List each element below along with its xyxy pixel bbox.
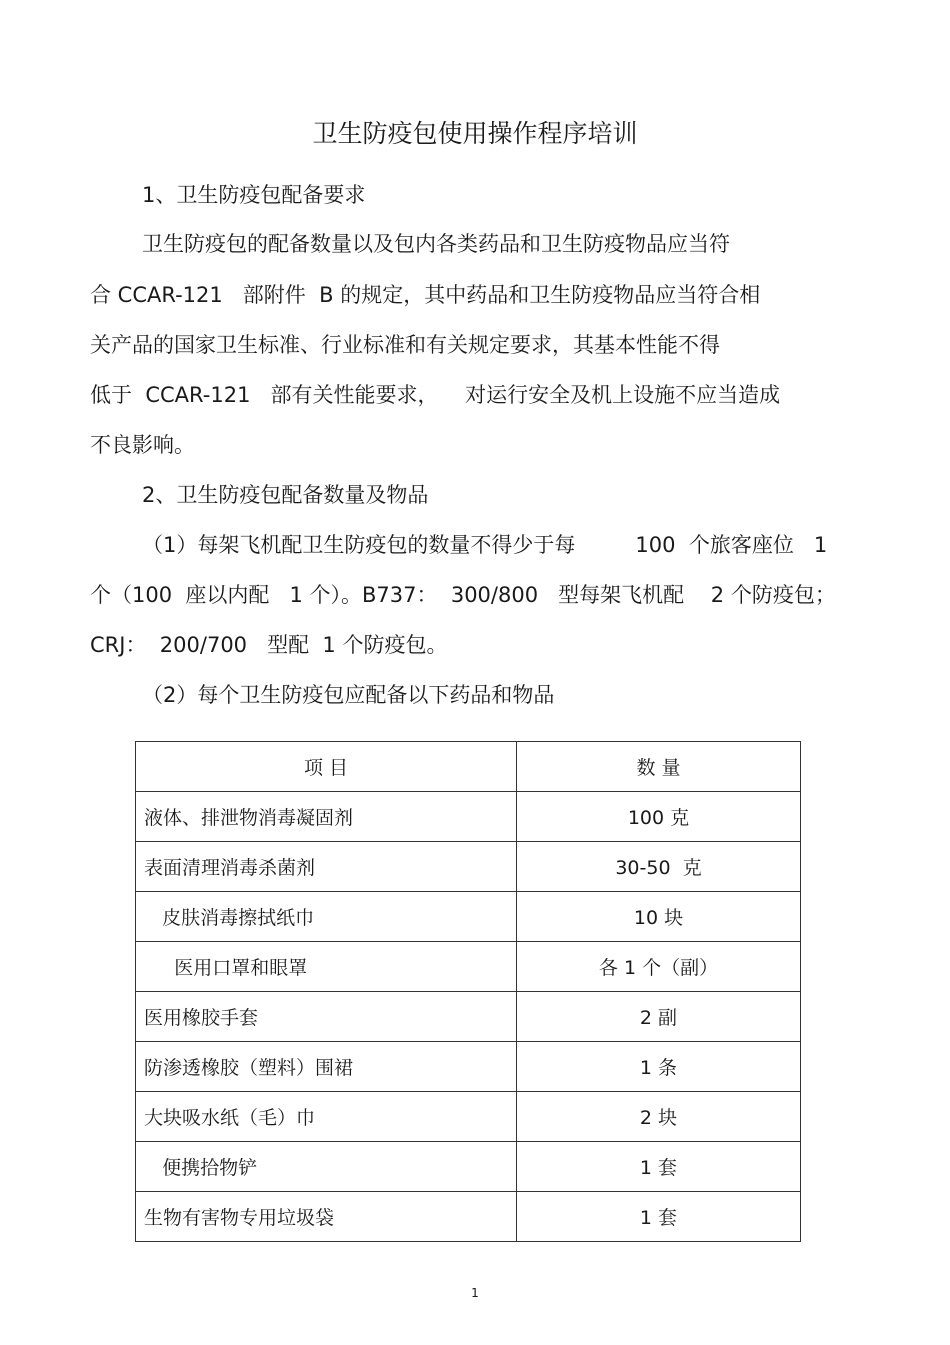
table-row [136,1142,801,1192]
row-quantity: 2 副 [517,992,801,1042]
header-quantity: 数 量 [517,742,801,792]
row-item: 液体、排泄物消毒凝固剂 [136,792,517,842]
row-item: 大块吸水纸（毛）巾 [136,1092,517,1142]
paragraph-2-line-2: 个（100 座以内配 1 个）。B737： 300/800 型每架飞机配 2 个防疫包； [90,583,836,607]
row-quantity: 1 条 [517,1042,801,1092]
paragraph-1-line-2: 合 CCAR-121 部附件 B 的规定，其中药品和卫生防疫物品应当符合相 [90,283,761,307]
page-title: 卫生防疫包使用操作程序培训 [312,119,638,148]
row-quantity: 100 克 [517,792,801,842]
page-number: 1 [471,1286,479,1300]
row-quantity: 2 块 [517,1092,801,1142]
section-2-heading: 2、卫生防疫包配备数量及物品 [142,483,429,507]
row-item: 表面清理消毒杀菌剂 [136,842,517,892]
row-item: 便携拾物铲 [136,1142,517,1192]
paragraph-1-line-3: 关产品的国家卫生标准、行业标准和有关规定要求，其基本性能不得 [90,333,720,357]
row-quantity: 各 1 个（副） [517,942,801,992]
paragraph-1-line-5: 不良影响。 [90,433,195,457]
supplies-table [135,741,801,1242]
paragraph-1-line-4: 低于 CCAR-121 部有关性能要求， 对运行安全及机上设施不应当造成 [90,383,781,407]
row-item: 医用口罩和眼罩 [136,942,517,992]
row-item: 生物有害物专用垃圾袋 [136,1192,517,1242]
table-header-row [136,742,801,792]
table-row [136,1192,801,1242]
table-row [136,892,801,942]
row-quantity: 30-50 克 [517,842,801,892]
table-row [136,942,801,992]
paragraph-2-line-3: CRJ： 200/700 型配 1 个防疫包。 [90,633,448,657]
row-quantity: 1 套 [517,1142,801,1192]
table-row [136,842,801,892]
paragraph-1-line-1: 卫生防疫包的配备数量以及包内各类药品和卫生防疫物品应当符 [142,232,730,256]
table-row [136,992,801,1042]
table-row [136,792,801,842]
table-row [136,1092,801,1142]
header-item: 项 目 [136,742,517,792]
row-item: 皮肤消毒擦拭纸巾 [136,892,517,942]
row-quantity: 10 块 [517,892,801,942]
row-quantity: 1 套 [517,1192,801,1242]
paragraph-2-line-1: （1）每架飞机配卫生防疫包的数量不得少于每 100 个旅客座位 1 [142,533,828,557]
row-item: 医用橡胶手套 [136,992,517,1042]
paragraph-3: （2）每个卫生防疫包应配备以下药品和物品 [142,683,555,707]
row-item: 防渗透橡胶（塑料）围裙 [136,1042,517,1092]
section-1-heading: 1、卫生防疫包配备要求 [142,183,366,207]
table-row [136,1042,801,1092]
